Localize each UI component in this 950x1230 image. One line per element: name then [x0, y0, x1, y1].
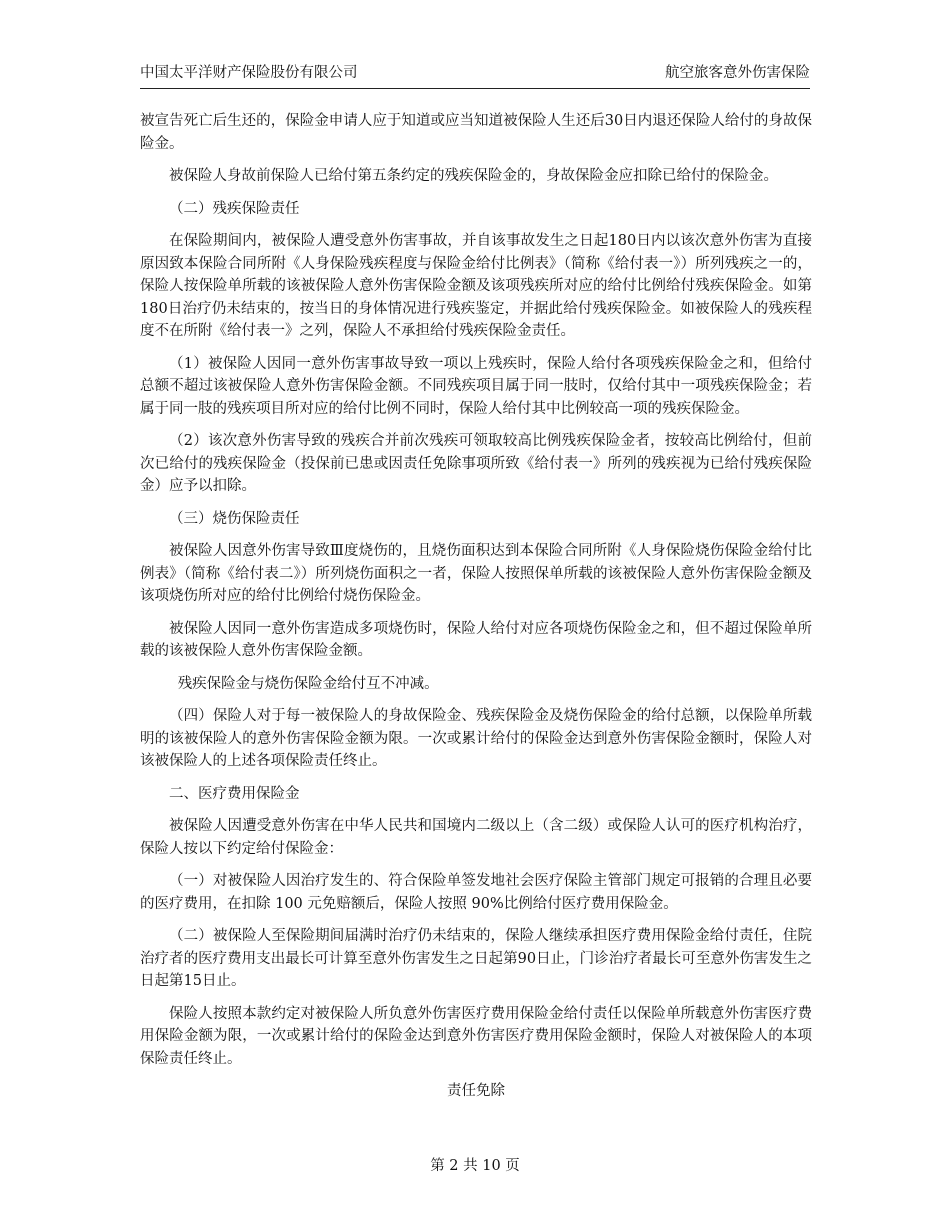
- header-company: 中国太平洋财产保险股份有限公司: [140, 65, 358, 81]
- paragraph: 在保险期间内，被保险人遭受意外伤害事故，并自该事故发生之日起180日内以该次意外伤害为直接原因致本保险合同所附《人身保险残疾程度与保险金给付比例表》（简称《给付表一》）所列残疾之一的，保险人按保险单所载的该被保险人意外伤害保险金额及该项残疾所对应的给付比例给付残疾保险金。如第180日治疗仍未结束的，按当日的身体情况进行残疾鉴定，并据此给付残疾保险金。如被保险人的残疾程度不在所附《给付表一》之列，保险人不承担给付残疾保险金责任。: [140, 233, 812, 339]
- header-product: 航空旅客意外伤害保险: [665, 65, 810, 81]
- paragraph: 被宣告死亡后生还的，保险金申请人应于知道或应当知道被保险人生还后30日内退还保险人给付的身故保险金。: [140, 113, 812, 152]
- section-heading-burn: （三）烧伤保险责任: [169, 510, 300, 527]
- paragraph: 残疾保险金与烧伤保险金给付互不冲减。: [177, 675, 439, 692]
- section-heading-medical: 二、医疗费用保险金: [169, 785, 300, 802]
- section-heading-exclusion: 责任免除: [447, 1083, 505, 1099]
- paragraph: 被保险人因意外伤害导致Ⅲ度烧伤的，且烧伤面积达到本保险合同所附《人身保险烧伤保险金给付比例表》（简称《给付表二》）所列烧伤面积之一者，保险人按照保单所载的该被保险人意外伤害保险金额及该项烧伤所对应的给付比例给付烧伤保险金。: [140, 543, 812, 604]
- paragraph: （一）对被保险人因治疗发生的、符合保险单签发地社会医疗保险主管部门规定可报销的合理且必要的医疗费用，在扣除 100 元免赔额后，保险人按照 90%比例给付医疗费用保险金。: [140, 873, 812, 912]
- page-header: [140, 58, 810, 82]
- paragraph: 被保险人因同一意外伤害造成多项烧伤时，保险人给付对应各项烧伤保险金之和，但不超过保险单所载的该被保险人意外伤害保险金额。: [140, 620, 812, 659]
- paragraph: （2）该次意外伤害导致的残疾合并前次残疾可领取较高比例残疾保险金者，按较高比例给付，但前次已给付的残疾保险金（投保前已患或因责任免除事项所致《给付表一》所列的残疾视为已给付残疾保险金）应予以扣除。: [140, 433, 812, 494]
- page-footer: [0, 1154, 950, 1175]
- paragraph: （四）保险人对于每一被保险人的身故保险金、残疾保险金及烧伤保险金的给付总额，以保险单所载明的该被保险人的意外伤害保险金额为限。一次或累计给付的保险金达到意外伤害保险金额时，保险人对该被保险人的上述各项保险责任终止。: [140, 708, 812, 769]
- paragraph: 保险人按照本款约定对被保险人所负意外伤害医疗费用保险金给付责任以保险单所载意外伤害医疗费用保险金额为限，一次或累计给付的保险金达到意外伤害医疗费用保险金额时，保险人对被保险人的本项保险责任终止。: [140, 1005, 812, 1067]
- paragraph: （1）被保险人因同一意外伤害事故导致一项以上残疾时，保险人给付各项残疾保险金之和，但给付总额不超过该被保险人意外伤害保险金额。不同残疾项目属于同一肢时，仅给付其中一项残疾保险金；若属于同一肢的残疾项目所对应的给付比例不同时，保险人给付其中比例较高一项的残疾保险金。: [140, 355, 812, 417]
- section-heading-disability: （二）残疾保险责任: [169, 200, 300, 217]
- page-number: 第 2 共 10 页: [430, 1158, 520, 1174]
- paragraph: （二）被保险人至保险期间届满时治疗仍未结束的，保险人继续承担医疗费用保险金给付责任，住院治疗者的医疗费用支出最长可计算至意外伤害发生之日起第90日止，门诊治疗者最长可至意外伤害发生之日起第15日止。: [140, 928, 812, 989]
- document-body: [140, 110, 812, 1113]
- header-divider: [140, 88, 810, 89]
- paragraph: 被保险人身故前保险人已给付第五条约定的残疾保险金的，身故保险金应扣除已给付的保险金。: [169, 168, 778, 184]
- paragraph: 被保险人因遭受意外伤害在中华人民共和国境内二级以上（含二级）或保险人认可的医疗机构治疗，保险人按以下约定给付保险金：: [140, 818, 812, 857]
